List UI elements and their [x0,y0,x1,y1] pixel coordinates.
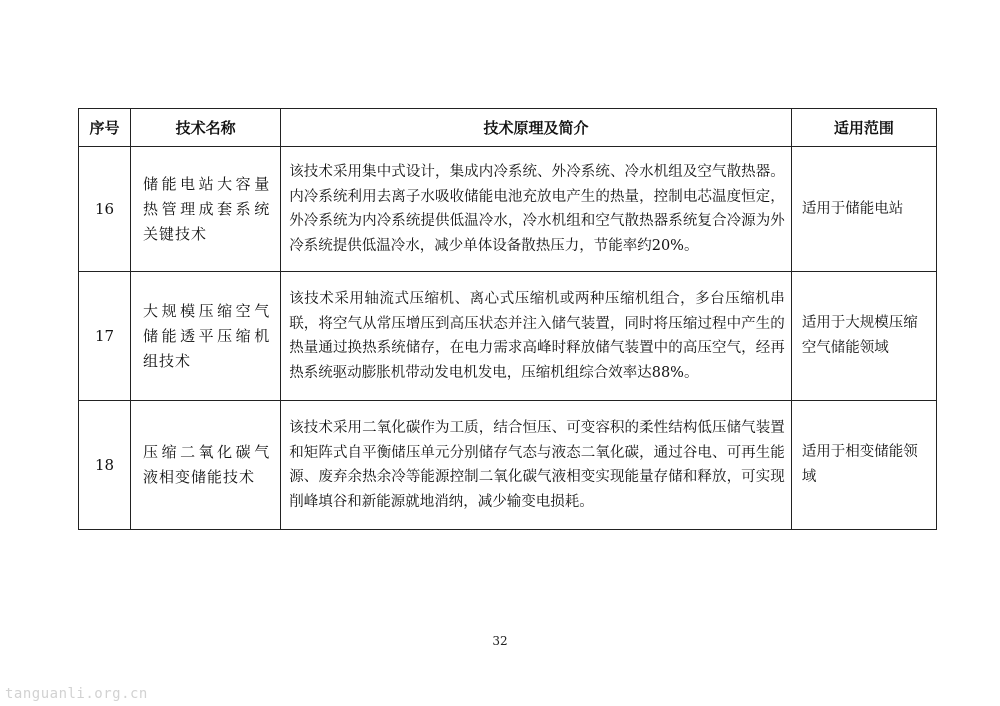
header-seq: 序号 [79,109,131,147]
row-scope: 适用于储能电站 [791,147,936,272]
row-description: 该技术采用轴流式压缩机、离心式压缩机或两种压缩机组合，多台压缩机串联，将空气从常压增压到高压状态并注入储气装置，同时将压缩过程中产生的热量通过换热系统储存，在电力需求高峰时释放储气装置中的高压空气，经再热系统驱动膨胀机带动发电机发电，压缩机组综合效率达88%。 [281,272,792,401]
row-tech-name: 大规模压缩空气储能透平压缩机组技术 [131,272,281,401]
table-row [79,401,937,530]
row-tech-name: 压缩二氧化碳气液相变储能技术 [131,401,281,530]
header-description: 技术原理及简介 [281,109,792,147]
header-scope: 适用范围 [791,109,936,147]
row-seq: 17 [79,272,131,401]
watermark: tanguanli.org.cn [5,686,148,702]
row-seq: 16 [79,147,131,272]
table-row [79,147,937,272]
technology-table [78,108,937,530]
row-scope: 适用于大规模压缩空气储能领域 [791,272,936,401]
row-tech-name: 储能电站大容量热管理成套系统关键技术 [131,147,281,272]
page-number: 32 [492,634,508,648]
row-seq: 18 [79,401,131,530]
row-scope: 适用于相变储能领域 [791,401,936,530]
row-description: 该技术采用集中式设计，集成内冷系统、外冷系统、冷水机组及空气散热器。内冷系统利用去离子水吸收储能电池充放电产生的热量，控制电芯温度恒定，外冷系统为内冷系统提供低温冷水，冷水机组和空气散热器系统复合冷源为外冷系统提供低温冷水，减少单体设备散热压力，节能率约20%。 [281,147,792,272]
header-name: 技术名称 [131,109,281,147]
row-description: 该技术采用二氧化碳作为工质，结合恒压、可变容积的柔性结构低压储气装置和矩阵式自平衡储压单元分别储存气态与液态二氧化碳，通过谷电、可再生能源、废弃余热余冷等能源控制二氧化碳气液相变实现能量存储和释放，可实现削峰填谷和新能源就地消纳，减少输变电损耗。 [281,401,792,530]
table-row [79,272,937,401]
table-header-row [79,109,937,147]
